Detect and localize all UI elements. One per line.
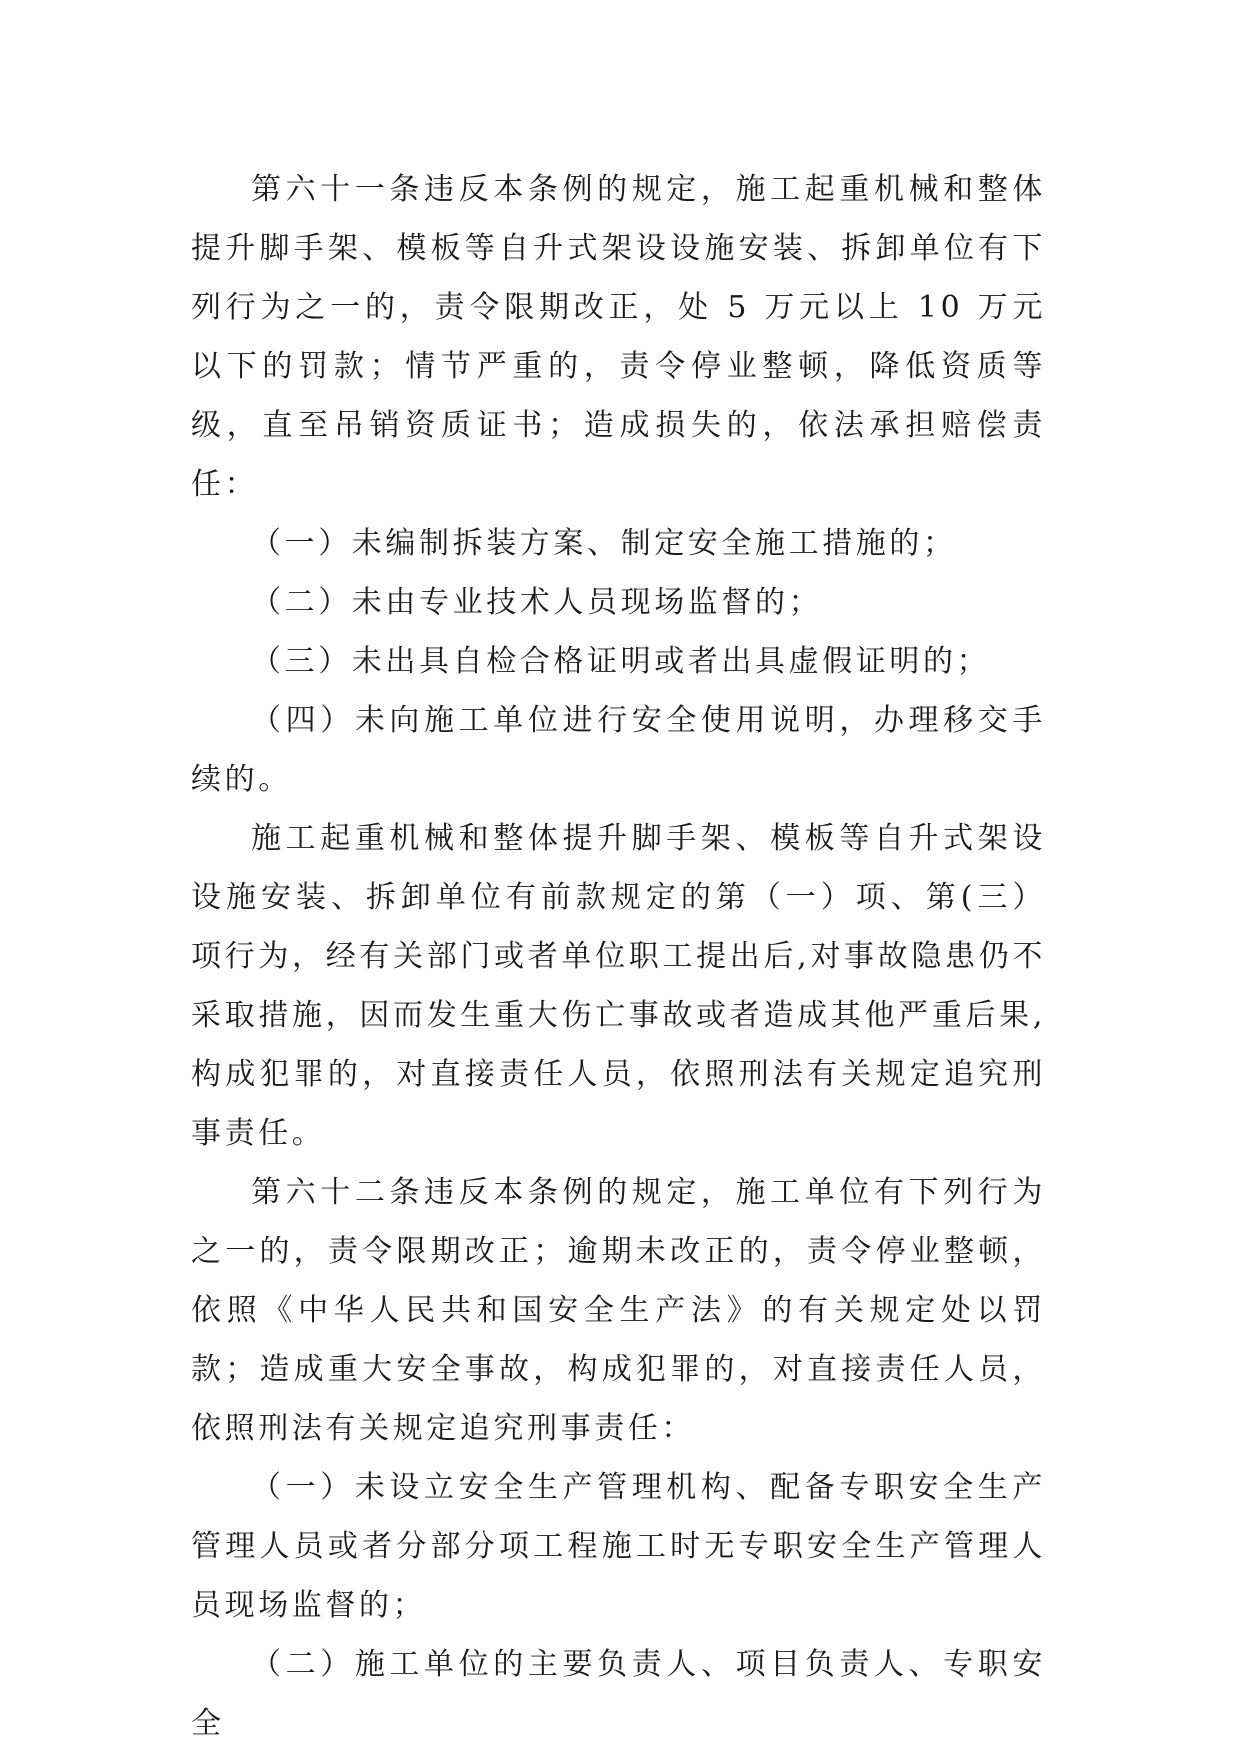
- paragraph-article-61: 第六十一条违反本条例的规定，施工起重机械和整体提升脚手架、模板等自升式架设设施安装、拆卸单位有下列行为之一的，责令限期改正，处 5 万元以上 10 万元以下的罚款；情节严重的，责令停业整顿，降低资质等级，直至吊销资质证书；造成损失的，依法承担赔偿责任：: [191, 172, 1046, 502]
- paragraph-article-62-item-1: （一）未设立安全生产管理机构、配备专职安全生产管理人员或者分部分项工程施工时无专职安全生产管理人员现场监督的；: [191, 1470, 1046, 1623]
- paragraph-item-2: （二）未由专业技术人员现场监督的；: [251, 585, 823, 620]
- paragraph-item-4: （四）未向施工单位进行安全使用说明，办理移交手续的。: [191, 703, 1046, 797]
- document-body: [191, 160, 1046, 1753]
- paragraph-item-3: （三）未出具自检合格证明或者出具虚假证明的；: [251, 644, 991, 679]
- paragraph-article-62: 第六十二条违反本条例的规定，施工单位有下列行为之一的，责令限期改正；逾期未改正的，责令停业整顿，依照《中华人民共和国安全生产法》的有关规定处以罚款；造成重大安全事故，构成犯罪的，对直接责任人员，依照刑法有关规定追究刑事责任：: [191, 1175, 1046, 1446]
- paragraph-article-61-clause-2: 施工起重机械和整体提升脚手架、模板等自升式架设设施安装、拆卸单位有前款规定的第（一）项、第(三）项行为，经有关部门或者单位职工提出后,对事故隐患仍不采取措施，因而发生重大伤亡事故或者造成其他严重后果,构成犯罪的，对直接责任人员，依照刑法有关规定追究刑事责任。: [191, 821, 1046, 1151]
- paragraph-article-62-item-2: （二）施工单位的主要负责人、项目负责人、专职安全: [191, 1647, 1046, 1741]
- paragraph-item-1: （一）未编制拆装方案、制定安全施工措施的；: [251, 526, 957, 561]
